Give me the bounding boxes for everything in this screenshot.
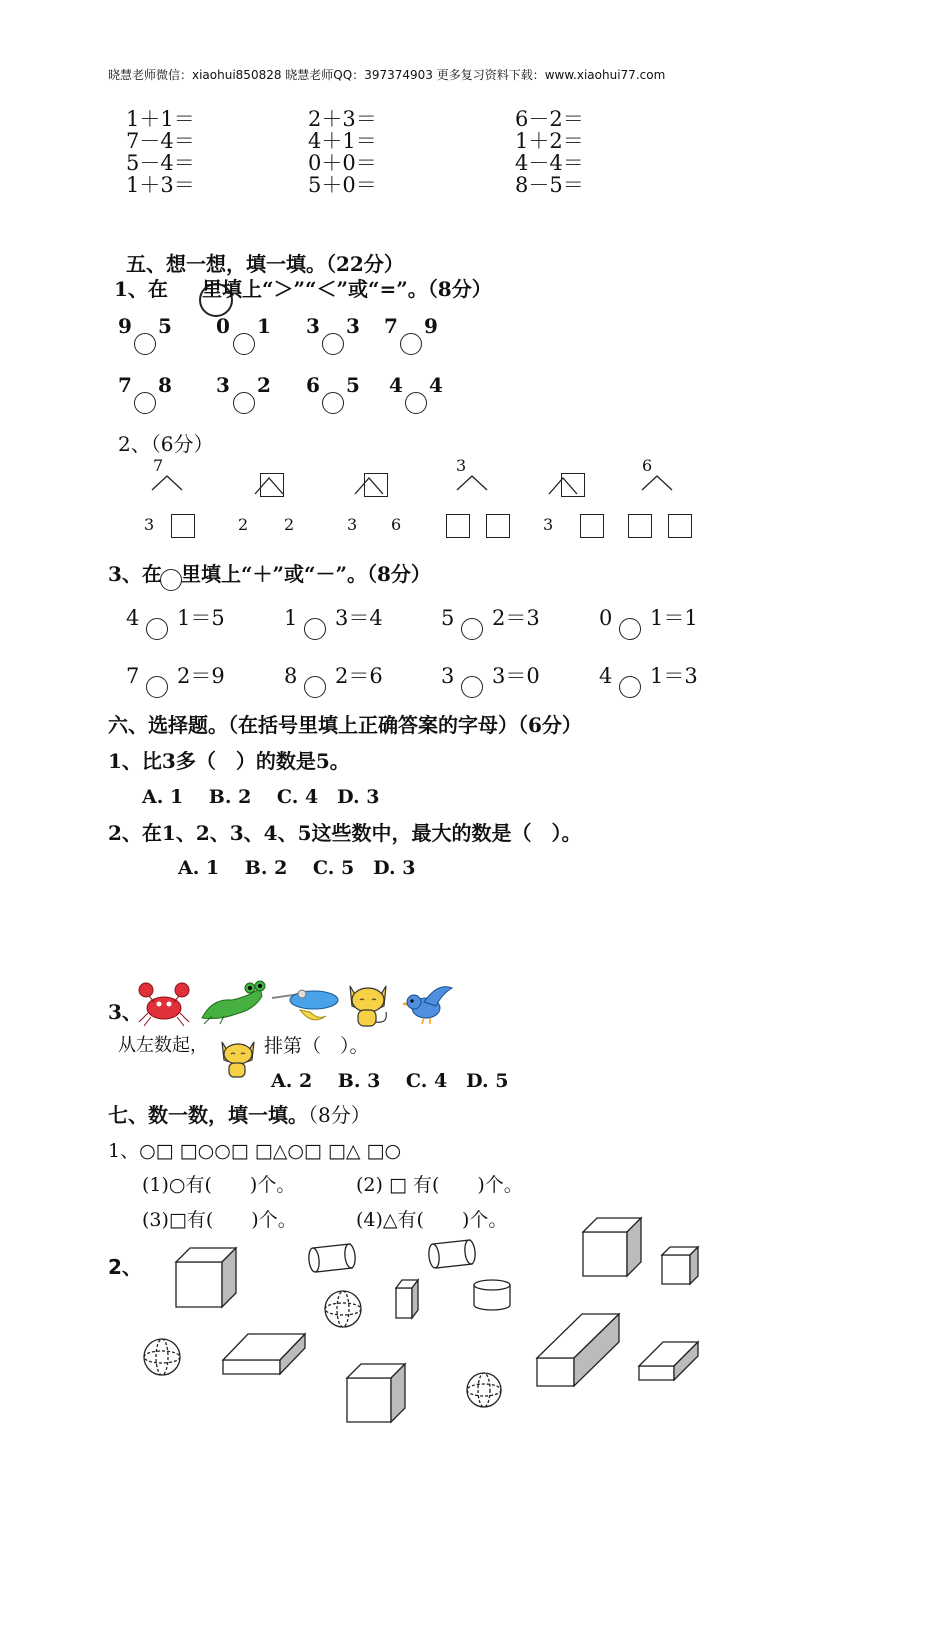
split-bottom-number: 2 xyxy=(238,515,249,534)
answer-box[interactable] xyxy=(628,514,652,538)
split-bottom-number: 6 xyxy=(391,515,402,534)
cube-icon xyxy=(583,1218,641,1276)
calc-column-2 xyxy=(308,108,377,196)
cube-icon xyxy=(662,1247,698,1284)
operator-circle[interactable] xyxy=(146,618,168,640)
calc-item: 1＋2＝ xyxy=(515,129,584,153)
split-top-number: 7 xyxy=(153,456,164,475)
answer-box[interactable] xyxy=(446,514,470,538)
compare-left: 0 xyxy=(216,314,230,338)
compare-right: 5 xyxy=(158,314,172,338)
cuboid-icon xyxy=(396,1280,418,1318)
eq-left: 3 xyxy=(441,664,455,688)
compare-right: 3 xyxy=(346,314,360,338)
answer-box[interactable] xyxy=(668,514,692,538)
calc-item: 4＋1＝ xyxy=(308,129,377,153)
compare-circle[interactable] xyxy=(233,333,255,355)
compare-circle[interactable] xyxy=(134,392,156,414)
eq-right: 1＝3 xyxy=(650,664,698,688)
compare-circle[interactable] xyxy=(233,392,255,414)
calc-item: 1＋3＝ xyxy=(126,173,195,197)
cuboid-icon xyxy=(537,1314,619,1386)
cuboid-icon xyxy=(223,1334,305,1374)
sec6-q2: 2、在1、2、3、4、5这些数中，最大的数是（ ）。 xyxy=(108,821,582,845)
sec5-q3-instruction: 里填上“＋”或“－”。（8分） xyxy=(181,562,431,586)
sec5-q3-prefix: 3、在 xyxy=(108,562,162,586)
compare-circle[interactable] xyxy=(405,392,427,414)
sec6-q1-options: A. 1 B. 2 C. 4 D. 3 xyxy=(142,786,380,808)
operator-circle[interactable] xyxy=(146,676,168,698)
split-bottom-number: 2 xyxy=(284,515,295,534)
sphere-icon xyxy=(467,1373,501,1407)
compare-circle[interactable] xyxy=(134,333,156,355)
sec5-q1-prefix: 1、在 xyxy=(114,277,168,301)
eq-left: 7 xyxy=(126,664,140,688)
frog-icon xyxy=(198,980,266,1024)
sec6-q3-number: 3、 xyxy=(108,1000,142,1024)
cube-icon xyxy=(176,1248,236,1307)
calc-item: 0＋0＝ xyxy=(308,151,377,175)
operator-circle[interactable] xyxy=(461,618,483,640)
split-top-number: 3 xyxy=(456,456,467,475)
eq-left: 4 xyxy=(599,664,613,688)
eq-right: 1＝1 xyxy=(650,606,698,630)
eq-left: 4 xyxy=(126,606,140,630)
answer-box[interactable] xyxy=(561,473,585,497)
compare-right: 9 xyxy=(424,314,438,338)
sec6-q3-options: A. 2 B. 3 C. 4 D. 5 xyxy=(271,1070,509,1092)
sec7-p2: (2) □ 有( )个。 xyxy=(356,1174,523,1196)
compare-right: 4 xyxy=(429,373,443,397)
heron-fish-icon xyxy=(270,980,342,1028)
split-bottom-number: 3 xyxy=(543,515,554,534)
sec6-q2-options: A. 1 B. 2 C. 5 D. 3 xyxy=(178,857,416,879)
answer-box[interactable] xyxy=(171,514,195,538)
sec7-p4: (4)△有( )个。 xyxy=(356,1209,508,1231)
circle-placeholder-icon xyxy=(160,569,182,591)
answer-box[interactable] xyxy=(364,473,388,497)
split-top-number: 6 xyxy=(642,456,653,475)
calc-item: 5＋0＝ xyxy=(308,173,377,197)
calc-item: 7－4＝ xyxy=(126,129,195,153)
section-7-title xyxy=(108,1099,371,1128)
cat-icon xyxy=(344,978,392,1030)
operator-circle[interactable] xyxy=(304,676,326,698)
compare-left: 3 xyxy=(306,314,320,338)
eq-left: 1 xyxy=(284,606,298,630)
section-5-title: 五、想一想，填一填。（22分） xyxy=(126,252,404,276)
sphere-icon xyxy=(144,1339,180,1375)
compare-left: 6 xyxy=(306,373,320,397)
eq-right: 1＝5 xyxy=(177,606,225,630)
solids-diagram xyxy=(0,1210,950,1470)
sec7-q2-label: 2、 xyxy=(108,1255,142,1279)
calc-item: 6－2＝ xyxy=(515,107,584,131)
eq-right: 3＝0 xyxy=(492,664,540,688)
sec6-q3-text-a: 从左数起， xyxy=(118,1035,208,1056)
compare-left: 7 xyxy=(384,314,398,338)
operator-circle[interactable] xyxy=(304,618,326,640)
eq-right: 2＝9 xyxy=(177,664,225,688)
eq-left: 8 xyxy=(284,664,298,688)
split-bottom-number: 3 xyxy=(144,515,155,534)
compare-circle[interactable] xyxy=(400,333,422,355)
calc-column-3 xyxy=(515,108,584,196)
split-bottom-number: 3 xyxy=(347,515,358,534)
cylinder-icon xyxy=(428,1240,476,1269)
compare-left: 7 xyxy=(118,373,132,397)
eq-left: 5 xyxy=(441,606,455,630)
eq-left: 0 xyxy=(599,606,613,630)
calc-item: 5－4＝ xyxy=(126,151,195,175)
sec5-q2-title: 2、（6分） xyxy=(118,432,214,456)
calc-item: 4－4＝ xyxy=(515,151,584,175)
cylinder-icon xyxy=(308,1244,356,1273)
sec6-q1: 1、比3多（ ）的数是5。 xyxy=(108,749,350,773)
compare-right: 2 xyxy=(257,373,271,397)
compare-left: 9 xyxy=(118,314,132,338)
sec5-q1-instruction: 里填上“＞”“＜”或“=”。（8分） xyxy=(202,277,492,301)
section-7-score: （8分） xyxy=(308,1103,371,1127)
shape-sequence: ○□ □○○□ □△○□ □△ □○ xyxy=(139,1140,402,1162)
compare-left: 3 xyxy=(216,373,230,397)
cube-icon xyxy=(347,1364,405,1422)
operator-circle[interactable] xyxy=(461,676,483,698)
operator-circle[interactable] xyxy=(619,676,641,698)
page-header: 晓慧老师微信：xiaohui850828 晓慧老师QQ：397374903 更多复习资料下载：www.xiaohui77.com xyxy=(108,68,666,82)
eq-right: 2＝3 xyxy=(492,606,540,630)
compare-circle[interactable] xyxy=(322,333,344,355)
eq-right: 2＝6 xyxy=(335,664,383,688)
cat-icon xyxy=(216,1036,260,1082)
calc-item: 8－5＝ xyxy=(515,173,584,197)
cuboid-icon xyxy=(639,1342,698,1380)
compare-right: 5 xyxy=(346,373,360,397)
bird-icon xyxy=(402,982,456,1028)
eq-right: 3＝4 xyxy=(335,606,383,630)
sec7-p1: (1)○有( )个。 xyxy=(142,1174,296,1196)
calc-item: 2＋3＝ xyxy=(308,107,377,131)
calc-item: 1＋1＝ xyxy=(126,107,195,131)
section-7-title-text: 七、数一数，填一填。 xyxy=(108,1103,308,1127)
compare-right: 1 xyxy=(257,314,271,338)
sec7-p3: (3)□有( )个。 xyxy=(142,1209,297,1231)
compare-circle[interactable] xyxy=(322,392,344,414)
split-branches xyxy=(0,468,950,528)
compare-right: 8 xyxy=(158,373,172,397)
crab-icon xyxy=(136,980,192,1028)
sec7-q1-row xyxy=(108,1136,401,1163)
sec7-q1-label: 1、 xyxy=(108,1140,140,1162)
cylinder-icon xyxy=(474,1280,510,1310)
compare-left: 4 xyxy=(389,373,403,397)
answer-box[interactable] xyxy=(486,514,510,538)
answer-box[interactable] xyxy=(260,473,284,497)
operator-circle[interactable] xyxy=(619,618,641,640)
sec6-q3-text-b: 排第（ ）。 xyxy=(264,1035,369,1057)
calc-column-1 xyxy=(126,108,195,196)
section-6-title: 六、选择题。（在括号里填上正确答案的字母）（6分） xyxy=(108,713,582,737)
answer-box[interactable] xyxy=(580,514,604,538)
sphere-icon xyxy=(325,1291,361,1327)
